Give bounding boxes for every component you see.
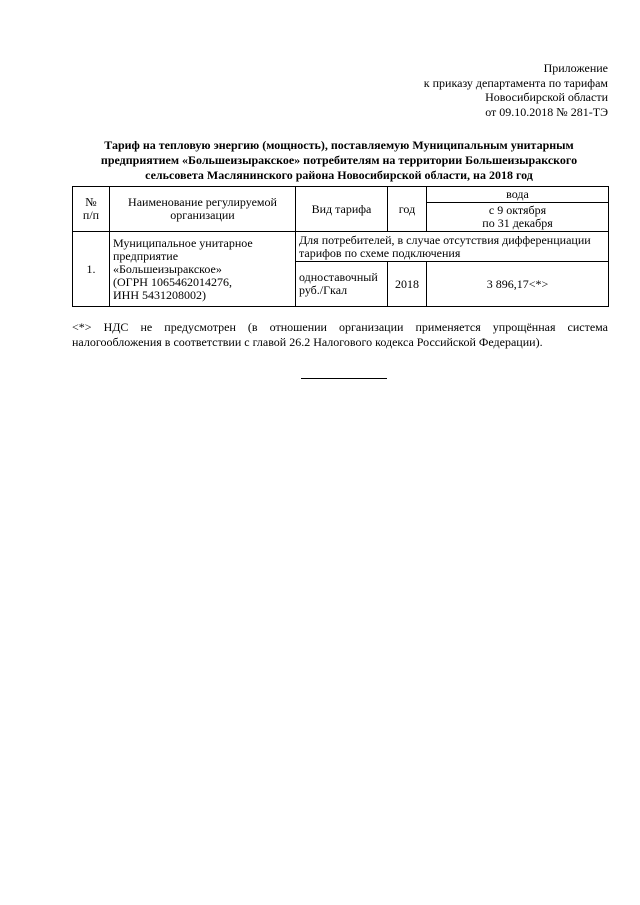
- appendix-block: [424, 61, 608, 119]
- row-tariff-type-line-1: одноставочный: [299, 270, 378, 284]
- title-line-3: сельсовета Маслянинского района Новосибирской области, на 2018 год: [145, 168, 533, 182]
- table-header-row: [73, 187, 609, 203]
- footnote: <*> НДС не предусмотрен (в отношении организации применяется упрощённая система налогообложения в соответствии с главой 26.2 Налогового кодекса Российской Федерации).: [72, 320, 608, 349]
- row-tariff-type-cell: [296, 262, 388, 307]
- header-number-line-2: п/п: [82, 208, 100, 222]
- row-organization-line-3: «Большеизыракское»: [113, 261, 222, 276]
- document-title: [72, 138, 606, 183]
- row-organization-line-5: ИНН 5431208002): [113, 287, 206, 302]
- header-period-line-1: с 9 октября: [488, 203, 547, 217]
- row-year-cell: 2018: [388, 262, 427, 307]
- tariff-table: [72, 186, 609, 307]
- row-organization-line-1: Муниципальное унитарное: [113, 235, 253, 250]
- row-value-cell: 3 896,17<*>: [427, 262, 609, 307]
- row-consumers-note-cell: Для потребителей, в случае отсутствия дифференциации тарифов по схеме подключения: [296, 232, 609, 262]
- separator-line: [301, 378, 387, 379]
- title-line-1: Тариф на тепловую энергию (мощность), поставляемую Муниципальным унитарным: [104, 138, 574, 152]
- header-period-cell: [427, 203, 609, 232]
- appendix-line-4: от 09.10.2018 № 281-ТЭ: [485, 104, 608, 119]
- appendix-line-1: Приложение: [543, 61, 608, 75]
- row-organization-cell: [110, 232, 296, 307]
- header-tariff-type-cell: Вид тарифа: [296, 187, 388, 232]
- appendix-line-3: Новосибирской области: [485, 90, 608, 105]
- row-tariff-type-line-2: руб./Гкал: [299, 283, 348, 297]
- row-organization-line-2: предприятие: [113, 248, 179, 263]
- row-number-cell: 1.: [73, 232, 110, 307]
- header-number-line-1: №: [85, 195, 97, 209]
- row-organization-line-4: (ОГРН 1065462014276,: [113, 274, 232, 289]
- header-year-cell: год: [388, 187, 427, 232]
- header-organization-cell: Наименование регулируемой организации: [110, 187, 296, 232]
- header-number-cell: [73, 187, 110, 232]
- table-row-consumers: [73, 232, 609, 262]
- title-line-2: предприятием «Большеизыракское» потребителям на территории Большеизыракского: [100, 153, 578, 167]
- appendix-line-2: к приказу департамента по тарифам: [423, 75, 608, 90]
- header-period-line-2: по 31 декабря: [482, 216, 553, 230]
- header-water-cell: вода: [427, 187, 609, 203]
